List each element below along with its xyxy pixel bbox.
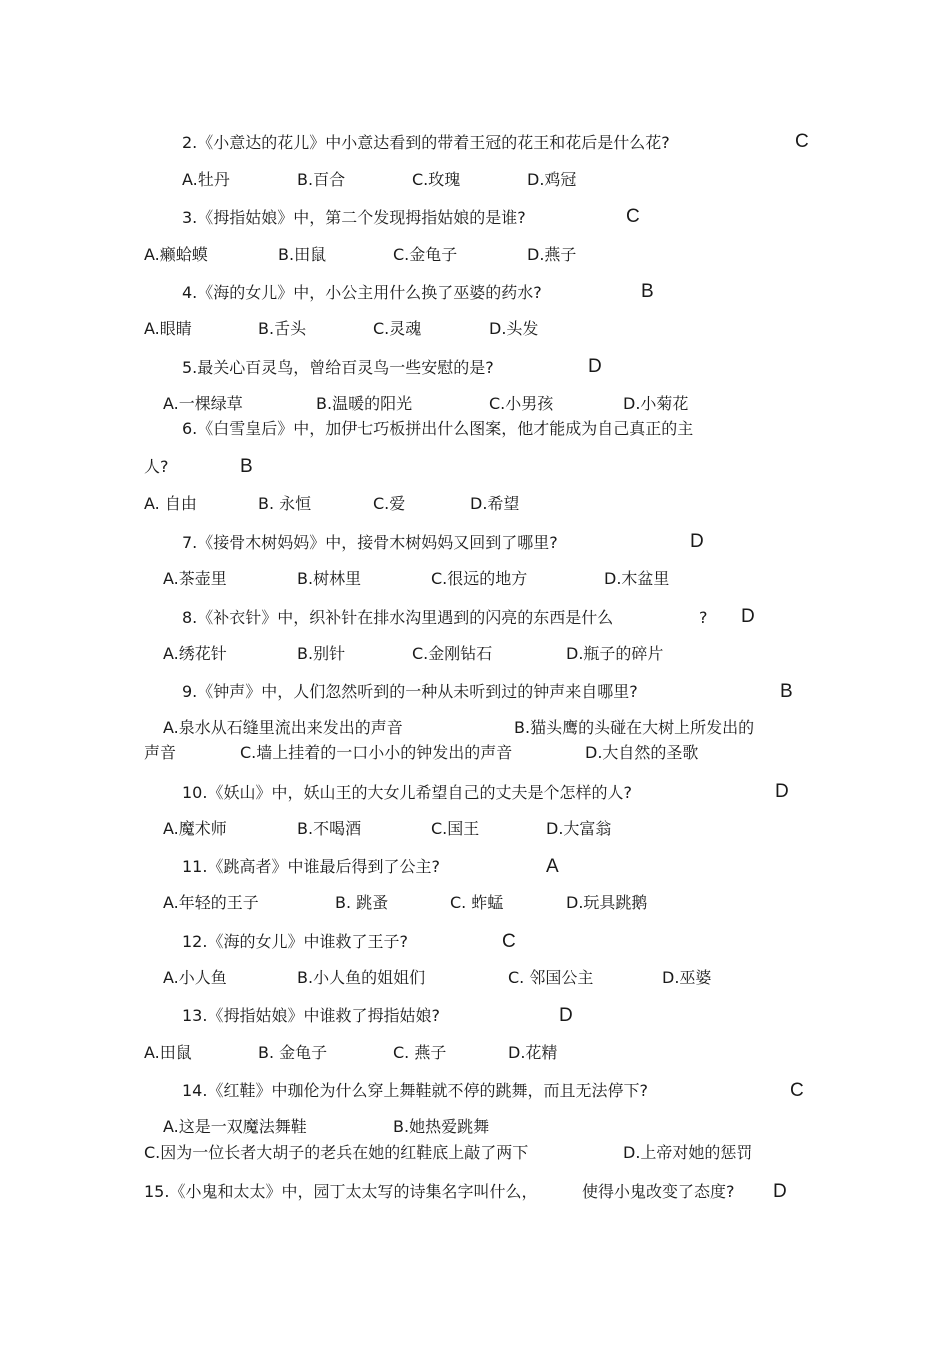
q8-option-c: C.金刚钻石	[412, 644, 493, 663]
q2-option-d: D.鸡冠	[527, 170, 577, 189]
q11-option-a: A.年轻的王子	[163, 893, 259, 912]
question-3: 3.《拇指姑娘》中，第二个发现拇指姑娘的是谁?	[182, 208, 526, 227]
q7-option-b: B.树林里	[297, 569, 362, 588]
answer-15: D	[773, 1181, 787, 1202]
q13-option-b: B. 金龟子	[258, 1043, 328, 1062]
q11-option-b: B. 跳蚤	[335, 893, 389, 912]
question-6-cont: 人?	[144, 457, 169, 476]
q2-option-c: C.玫瑰	[412, 170, 461, 189]
question-9: 9.《钟声》中，人们忽然听到的一种从未听到过的钟声来自哪里?	[182, 682, 638, 701]
q14-option-c: C.因为一位长者大胡子的老兵在她的红鞋底上敲了两下	[144, 1143, 529, 1162]
question-8-mark: ?	[699, 608, 708, 627]
answer-12: C	[502, 931, 516, 952]
q9-option-b-cont: 声音	[144, 743, 177, 762]
q5-option-c: C.小男孩	[489, 394, 554, 413]
question-15: 15.《小鬼和太太》中，园丁太太写的诗集名字叫什么，	[144, 1182, 538, 1201]
q14-option-b: B.她热爱跳舞	[393, 1117, 490, 1136]
q6-option-c: C.爱	[373, 494, 406, 513]
q4-option-b: B.舌头	[258, 319, 307, 338]
q5-option-b: B.温暖的阳光	[316, 394, 413, 413]
question-2: 2.《小意达的花儿》中小意达看到的带着王冠的花王和花后是什么花?	[182, 133, 670, 152]
answer-4: B	[641, 281, 654, 302]
question-4: 4.《海的女儿》中，小公主用什么换了巫婆的药水?	[182, 283, 542, 302]
answer-2: C	[795, 131, 809, 152]
answer-13: D	[559, 1005, 573, 1026]
q2-option-b: B.百合	[297, 170, 346, 189]
answer-10: D	[775, 781, 789, 802]
answer-8: D	[741, 606, 755, 627]
q12-option-c: C. 邻国公主	[508, 968, 594, 987]
q6-option-a: A. 自由	[144, 494, 197, 513]
q9-option-b: B.猫头鹰的头碰在大树上所发出的	[514, 718, 755, 737]
answer-6: B	[240, 456, 253, 477]
q9-option-c: C.墙上挂着的一口小小的钟发出的声音	[240, 743, 513, 762]
question-14: 14.《红鞋》中珈伦为什么穿上舞鞋就不停的跳舞，而且无法停下?	[182, 1081, 648, 1100]
answer-3: C	[626, 206, 640, 227]
q10-option-c: C.国王	[431, 819, 480, 838]
q12-option-d: D.巫婆	[662, 968, 712, 987]
q6-option-b: B. 永恒	[258, 494, 312, 513]
q13-option-c: C. 燕子	[393, 1043, 447, 1062]
q4-option-d: D.头发	[489, 319, 539, 338]
question-6: 6.《白雪皇后》中，加伊七巧板拼出什么图案，他才能成为自己真正的主	[182, 419, 694, 438]
answer-11: A	[546, 856, 559, 877]
q8-option-a: A.绣花针	[163, 644, 227, 663]
q5-option-a: A.一棵绿草	[163, 394, 243, 413]
q14-option-a: A.这是一双魔法舞鞋	[163, 1117, 307, 1136]
answer-14: C	[790, 1080, 804, 1101]
q8-option-d: D.瓶子的碎片	[566, 644, 664, 663]
question-12: 12.《海的女儿》中谁救了王子?	[182, 932, 408, 951]
question-11: 11.《跳高者》中谁最后得到了公主?	[182, 857, 440, 876]
q5-option-d: D.小菊花	[623, 394, 689, 413]
q4-option-a: A.眼睛	[144, 319, 192, 338]
q6-option-d: D.希望	[470, 494, 520, 513]
q7-option-d: D.木盆里	[604, 569, 670, 588]
q10-option-d: D.大富翁	[546, 819, 612, 838]
question-5: 5.最关心百灵鸟，曾给百灵鸟一些安慰的是?	[182, 358, 494, 377]
answer-7: D	[690, 531, 704, 552]
answer-5: D	[588, 356, 602, 377]
q9-option-a: A.泉水从石缝里流出来发出的声音	[163, 718, 403, 737]
q11-option-c: C. 蚱蜢	[450, 893, 504, 912]
q14-option-d: D.上帝对她的惩罚	[623, 1143, 753, 1162]
q3-option-c: C.金龟子	[393, 245, 458, 264]
question-7: 7.《接骨木树妈妈》中，接骨木树妈妈又回到了哪里?	[182, 533, 558, 552]
q2-option-a: A.牡丹	[182, 170, 230, 189]
q3-option-b: B.田鼠	[278, 245, 327, 264]
q7-option-a: A.茶壶里	[163, 569, 227, 588]
q3-option-a: A.癞蛤蟆	[144, 245, 208, 264]
q12-option-b: B.小人鱼的姐姐们	[297, 968, 426, 987]
q12-option-a: A.小人鱼	[163, 968, 227, 987]
q13-option-a: A.田鼠	[144, 1043, 192, 1062]
question-10: 10.《妖山》中，妖山王的大女儿希望自己的丈夫是个怎样的人?	[182, 783, 632, 802]
answer-9: B	[780, 681, 793, 702]
q13-option-d: D.花精	[508, 1043, 558, 1062]
q3-option-d: D.燕子	[527, 245, 577, 264]
question-8: 8.《补衣针》中，织补针在排水沟里遇到的闪亮的东西是什么	[182, 608, 614, 627]
question-15-tail: 使得小鬼改变了态度?	[582, 1182, 735, 1201]
q4-option-c: C.灵魂	[373, 319, 422, 338]
q11-option-d: D.玩具跳鹅	[566, 893, 648, 912]
q8-option-b: B.别针	[297, 644, 346, 663]
question-13: 13.《拇指姑娘》中谁救了拇指姑娘?	[182, 1006, 440, 1025]
q9-option-d: D.大自然的圣歌	[585, 743, 699, 762]
q10-option-b: B.不喝酒	[297, 819, 362, 838]
q7-option-c: C.很远的地方	[431, 569, 528, 588]
q10-option-a: A.魔术师	[163, 819, 227, 838]
